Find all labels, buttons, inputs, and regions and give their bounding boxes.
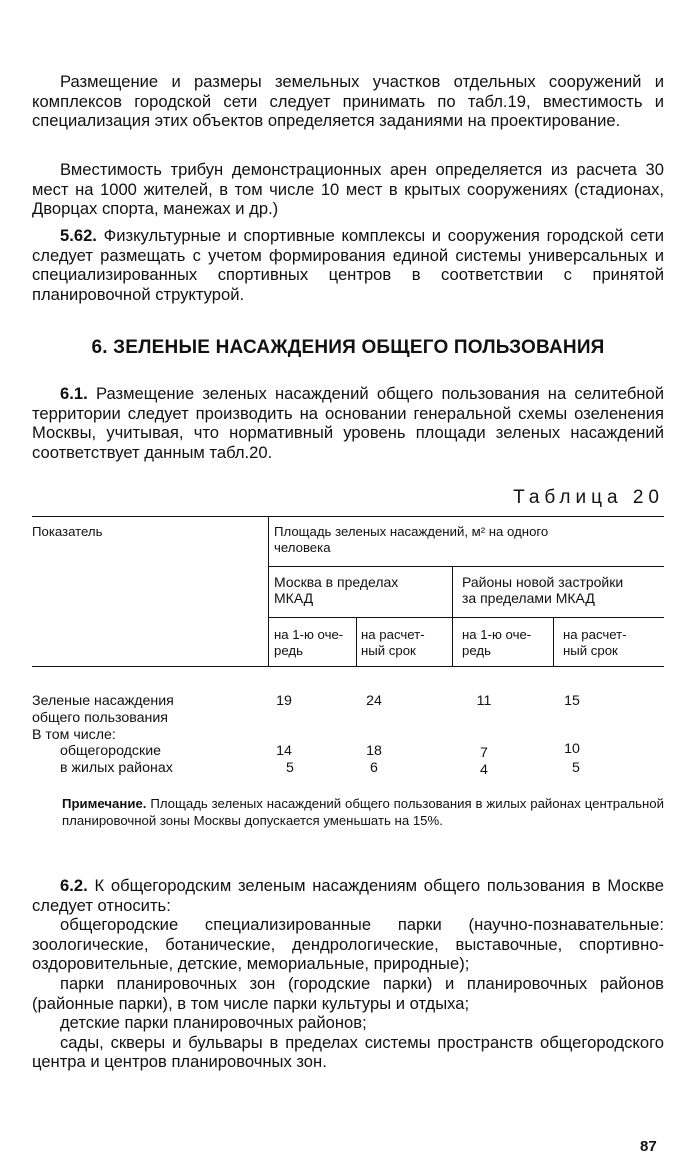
clause-text: Физкультурные и спортивные комплексы и сооружения городской сети следует размещать с учетом формирования единой системы универсальных и специализированных спортивных центров в соответствии с принятой планировочной структурой.: [32, 226, 664, 304]
header-area-line1: Площадь зеленых насаждений, м² на одного: [274, 524, 549, 539]
header-first-stage-line1: на 1-ю оче-: [274, 627, 344, 642]
table-note: [62, 795, 664, 829]
table-column-rule: [553, 617, 554, 666]
table-top-rule: [32, 516, 664, 517]
table-column-rule: [268, 516, 269, 666]
table-header-bottom-rule: [32, 666, 664, 667]
row-label-including: В том числе:: [32, 727, 116, 743]
page-number: 87: [640, 1138, 657, 1155]
header-moscow-line1: Москва в пределах: [274, 574, 399, 590]
table-header-rule: [268, 617, 664, 618]
header-calc-period-line2: ный срок: [361, 643, 416, 658]
paragraph-text: Размещение и размеры земельных участков отдельных сооружений и комплексов городской сети следует принимать по табл.19, вместимость и специализация этих объектов определяется заданиями на проектирование.: [32, 72, 664, 131]
table-cell: 24: [366, 693, 382, 709]
table-cell: 5: [286, 760, 294, 776]
table-cell: 6: [370, 760, 378, 776]
table-column-rule: [356, 617, 357, 666]
list-item: сады, скверы и бульвары в пределах системы пространств общегородского центра и центров планировочных зон.: [32, 1032, 664, 1072]
paragraph-6-2: [32, 876, 664, 1072]
row-label-citywide: общегородские: [60, 743, 162, 759]
table-cell: 18: [366, 743, 382, 759]
paragraph-stands-capacity: [32, 160, 664, 219]
table-cell: 7: [480, 745, 488, 761]
table-header-rule: [268, 566, 664, 567]
clause-text: К общегородским зеленым насаждениям общего пользования в Москве следует относить:: [32, 876, 664, 915]
header-calc-period-2-line1: на расчет-: [563, 627, 627, 642]
header-area-line2: человека: [274, 540, 331, 555]
table-cell: 19: [276, 693, 292, 709]
paragraph-placement: [32, 72, 664, 131]
paragraph-5-62: [32, 226, 664, 304]
header-first-stage-2-line1: на 1-ю оче-: [462, 627, 532, 642]
note-label: Примечание.: [62, 796, 147, 811]
row-label-green-line1: Зеленые насаждения: [32, 693, 174, 709]
paragraph-text: [32, 876, 664, 915]
header-calc-period-2-line2: ный срок: [563, 643, 618, 658]
clause-number: 5.62.: [60, 226, 97, 245]
table-cell: 15: [564, 693, 580, 709]
section-heading: 6. ЗЕЛЕНЫЕ НАСАЖДЕНИЯ ОБЩЕГО ПОЛЬЗОВАНИЯ: [91, 337, 605, 358]
clause-number: 6.1.: [60, 384, 88, 403]
table-cell: 14: [276, 743, 292, 759]
note-text: Площадь зеленых насаждений общего пользования в жилых районах центральной планировочной зоны Москвы допускается уменьшать на 15%.: [62, 796, 664, 828]
list-item: детские парки планировочных районов;: [60, 1013, 367, 1033]
row-label-green-line2: общего пользования: [32, 710, 168, 726]
paragraph-6-1: [32, 384, 664, 462]
table-title: Таблица 20: [513, 487, 664, 508]
header-new-districts-line1: Районы новой застройки: [462, 574, 624, 590]
paragraph-text: [32, 226, 664, 304]
table-column-rule: [452, 566, 453, 666]
clause-number: 6.2.: [60, 876, 88, 895]
header-new-districts-line2: за пределами МКАД: [462, 590, 595, 606]
list-item: общегородские специализированные парки (научно-познавательные: зоологические, ботанические, дендрологические, выставочные, спортивно-оздоровительные, детские, мемориальные, природные);: [32, 915, 664, 974]
clause-text: Размещение зеленых насаждений общего пользования на селитебной территории следует производить на основании генеральной схемы озеленения Москвы, учитывая, что нормативный уровень площади зеленых насаждений соответствует данным табл.20.: [32, 384, 664, 462]
table-cell: 10: [564, 741, 580, 757]
table-cell: 11: [476, 693, 492, 709]
table-cell: 4: [480, 762, 488, 778]
header-first-stage-2-line2: редь: [462, 643, 491, 658]
list-item: парки планировочных зон (городские парки) и планировочных районов (районные парки), в том числе парки культуры и отдыха;: [32, 973, 664, 1013]
header-moscow-line2: МКАД: [274, 590, 314, 606]
header-calc-period-line1: на расчет-: [361, 627, 425, 642]
paragraph-text: [32, 384, 664, 462]
header-first-stage-line2: редь: [274, 643, 303, 658]
table-cell: 5: [572, 760, 580, 776]
paragraph-text: Вместимость трибун демонстрационных арен определяется из расчета 30 мест на 1000 жителей, в том числе 10 мест в крытых сооружениях (стадионах, Дворцах спорта, манежах и др.): [32, 160, 664, 219]
row-label-residential: в жилых районах: [60, 760, 173, 776]
header-indicator: Показатель: [32, 524, 103, 539]
